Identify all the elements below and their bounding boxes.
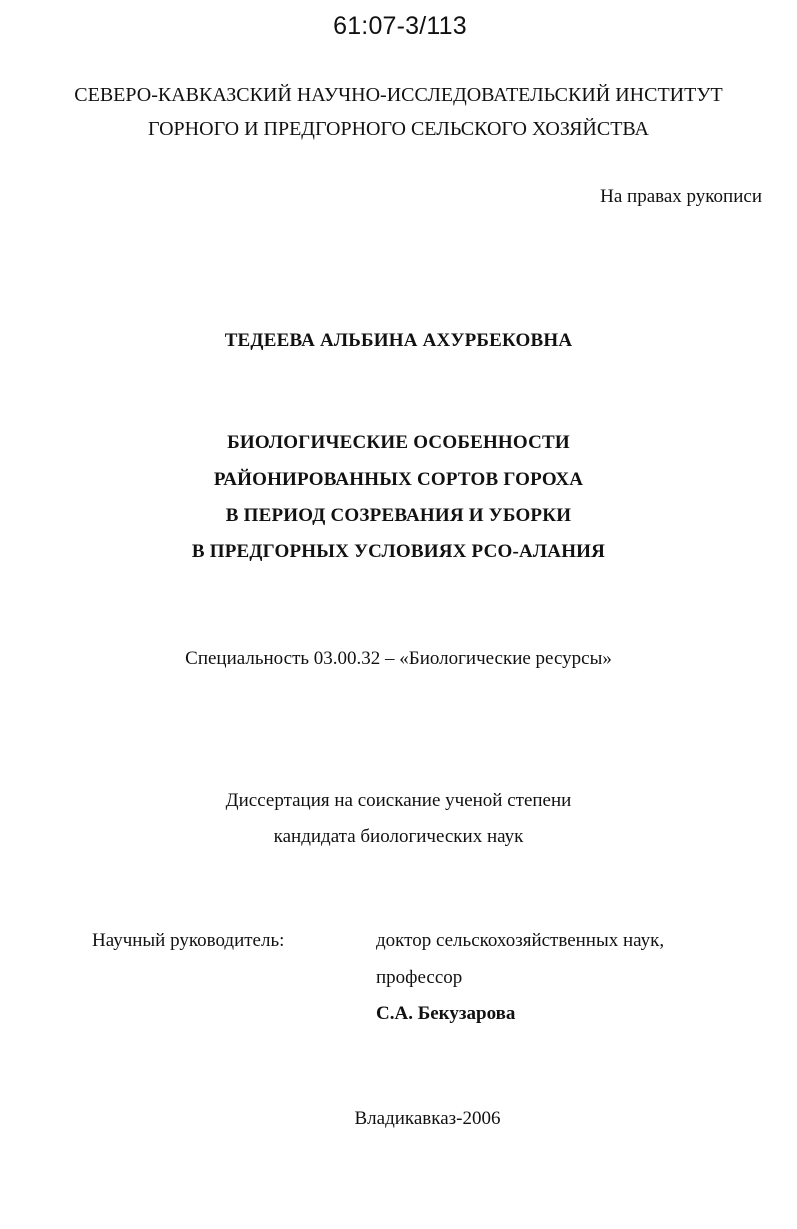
city-year: Владикавказ-2006 [354,1108,501,1129]
specialty: Специальность 03.00.32 – «Биологические ресурсы» [185,648,612,669]
author-name: ТЕДЕЕВА АЛЬБИНА АХУРБЕКОВНА [224,330,573,351]
supervisor-name: С.А. Бекузарова [376,1003,516,1024]
supervisor-rank: профессор [376,967,463,988]
dissertation-title-line1: БИОЛОГИЧЕСКИЕ ОСОБЕННОСТИ [227,432,570,453]
dissertation-type-line1: Диссертация на соискание ученой степени [225,790,572,811]
institute-name-line1: СЕВЕРО-КАВКАЗСКИЙ НАУЧНО-ИССЛЕДОВАТЕЛЬСКИЙ ИНСТИТУТ [74,84,723,106]
institute-name-line2: ГОРНОГО И ПРЕДГОРНОГО СЕЛЬСКОГО ХОЗЯЙСТВА [148,118,649,140]
dissertation-title-line2: РАЙОНИРОВАННЫХ СОРТОВ ГОРОХА [213,469,584,490]
catalog-code: 61:07-3/113 [333,12,467,40]
dissertation-title-line3: В ПЕРИОД СОЗРЕВАНИЯ И УБОРКИ [225,505,572,526]
dissertation-type-line2: кандидата биологических наук [273,826,524,847]
supervisor-degree: доктор сельскохозяйственных наук, [376,930,665,951]
supervisor-label: Научный руководитель: [92,930,285,951]
dissertation-title-line4: В ПРЕДГОРНЫХ УСЛОВИЯХ РСО-АЛАНИЯ [191,541,606,562]
manuscript-rights-note: На правах рукописи [600,186,762,207]
